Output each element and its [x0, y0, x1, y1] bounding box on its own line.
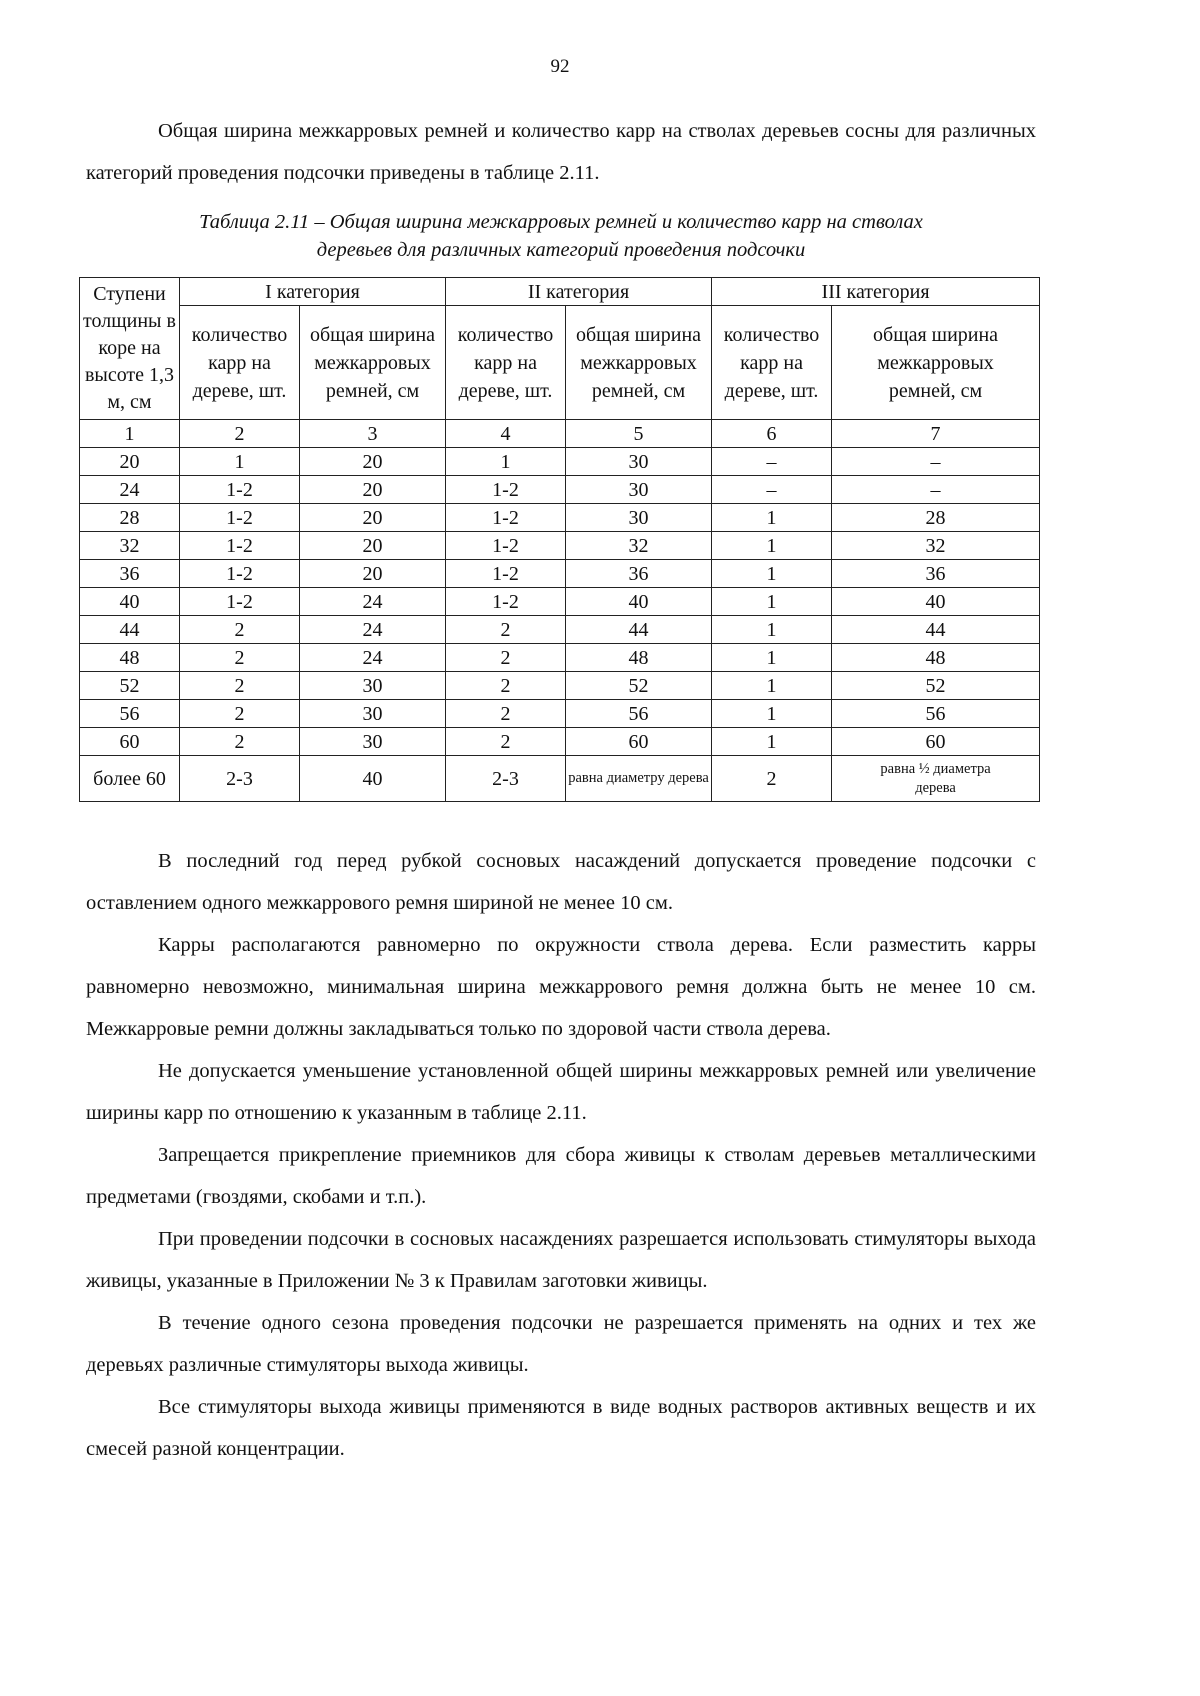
header-category-3: III категория: [712, 278, 1040, 306]
header-width-1: общая ширина межкарровых ремней, см: [300, 306, 446, 420]
table-row: [80, 644, 1040, 672]
table-row: [80, 448, 1040, 476]
body-paragraph: Запрещается прикрепление приемников для сбора живицы к стволам деревьев металлическими предметами (гвоздями, скобами и т.п.).: [86, 1144, 1036, 1208]
table-cell: 24: [300, 644, 446, 672]
body-paragraph: Все стимуляторы выхода живицы применяются в виде водных растворов активных веществ и их смесей разной концентрации.: [86, 1396, 1036, 1460]
table-cell: 1-2: [446, 532, 566, 560]
table-cell: 20: [300, 448, 446, 476]
table-cell: 40: [80, 588, 180, 616]
table-cell: 48: [566, 644, 712, 672]
table-cell: 1-2: [180, 504, 300, 532]
table-row: [80, 560, 1040, 588]
table-cell: 2: [180, 616, 300, 644]
table-cell: 24: [300, 588, 446, 616]
table-cell: –: [712, 448, 832, 476]
table-cell: 20: [300, 560, 446, 588]
table-cell: 52: [80, 672, 180, 700]
table-cell: –: [832, 448, 1040, 476]
table-cell: 2: [446, 700, 566, 728]
table-header-row-2: [80, 306, 1040, 420]
table-cell: 30: [300, 728, 446, 756]
body-paragraph: Карры располагаются равномерно по окружности ствола дерева. Если разместить карры равномерно невозможно, минимальная ширина межкаррового ремня должна быть не менее 10 см. Межкарровые ремни должны закладываться только по здоровой части ствола дерева.: [86, 934, 1036, 1040]
table-cell: 1: [712, 616, 832, 644]
header-width-2: общая ширина межкарровых ремней, см: [566, 306, 712, 420]
table-cell: 44: [566, 616, 712, 644]
column-number: 3: [300, 420, 446, 448]
table-cell: равна диаметру дерева: [566, 756, 712, 802]
table-cell: 40: [566, 588, 712, 616]
table-cell: –: [832, 476, 1040, 504]
table-cell: 30: [566, 504, 712, 532]
table-cell: –: [712, 476, 832, 504]
column-number: 4: [446, 420, 566, 448]
column-number: 2: [180, 420, 300, 448]
table-cell: 30: [566, 448, 712, 476]
table-cell: 60: [566, 728, 712, 756]
table-cell: 1: [712, 504, 832, 532]
table-cell: 20: [300, 476, 446, 504]
table-cell: 1-2: [446, 560, 566, 588]
table-cell: 1: [712, 588, 832, 616]
table-cell: 44: [80, 616, 180, 644]
table-cell: 2-3: [180, 756, 300, 802]
table-cell: 44: [832, 616, 1040, 644]
table-cell: 36: [832, 560, 1040, 588]
table-cell: более 60: [80, 756, 180, 802]
intro-paragraph: Общая ширина межкарровых ремней и количество карр на стволах деревьев сосны для различных категорий проведения подсочки приведены в таблице 2.11.: [86, 120, 1036, 184]
table-caption-line-1: Таблица 2.11 – Общая ширина межкарровых ремней и количество карр на стволах: [199, 211, 923, 233]
header-category-2: II категория: [446, 278, 712, 306]
table-cell: 20: [300, 504, 446, 532]
column-number: 7: [832, 420, 1040, 448]
table-cell: 1: [712, 644, 832, 672]
table-row: [80, 616, 1040, 644]
table-row: [80, 588, 1040, 616]
table-row: [80, 700, 1040, 728]
table-cell: 2: [446, 672, 566, 700]
table-header-row-1: [80, 278, 1040, 306]
table-cell: 2-3: [446, 756, 566, 802]
table-row: [80, 672, 1040, 700]
table-cell: 40: [300, 756, 446, 802]
table-cell: 24: [80, 476, 180, 504]
table-cell: 36: [566, 560, 712, 588]
table-cell: 28: [832, 504, 1040, 532]
table-row: [80, 504, 1040, 532]
table-cell: 1: [712, 672, 832, 700]
table-cell: 52: [566, 672, 712, 700]
table-cell: 32: [80, 532, 180, 560]
table-cell: 1-2: [180, 560, 300, 588]
page-number: 92: [550, 56, 570, 77]
body-paragraph: При проведении подсочки в сосновых насаждениях разрешается использовать стимуляторы выхода живицы, указанные в Приложении № 3 к Правилам заготовки живицы.: [86, 1228, 1036, 1292]
header-count-3: количество карр на дереве, шт.: [712, 306, 832, 420]
table-cell: 1-2: [446, 504, 566, 532]
table-cell: 1: [712, 700, 832, 728]
data-table: [79, 277, 1040, 802]
table-cell: 1: [712, 560, 832, 588]
table-cell: равна ½ диаметра дерева: [832, 756, 1040, 802]
table-cell: 2: [180, 728, 300, 756]
body-text-block: [86, 840, 1036, 1470]
column-number: 5: [566, 420, 712, 448]
table-cell: 1: [712, 532, 832, 560]
table-row: [80, 532, 1040, 560]
table-cell: 56: [832, 700, 1040, 728]
table-cell: 2: [180, 672, 300, 700]
table-cell: 30: [300, 672, 446, 700]
table-cell: 52: [832, 672, 1040, 700]
table-cell: 56: [566, 700, 712, 728]
header-width-3: общая ширина межкарровых ремней, см: [832, 306, 1040, 420]
column-number: 1: [80, 420, 180, 448]
table-cell: 30: [300, 700, 446, 728]
table-cell: 1-2: [446, 476, 566, 504]
header-count-2: количество карр на дереве, шт.: [446, 306, 566, 420]
table-container: [79, 277, 1039, 802]
table-cell: 2: [446, 616, 566, 644]
table-cell: 32: [566, 532, 712, 560]
table-cell: 1-2: [180, 588, 300, 616]
table-cell: 2: [446, 728, 566, 756]
table-cell: 36: [80, 560, 180, 588]
table-cell: 60: [80, 728, 180, 756]
table-body: [80, 448, 1040, 756]
table-cell: 2: [712, 756, 832, 802]
table-cell: 2: [180, 644, 300, 672]
table-cell: 48: [832, 644, 1040, 672]
header-thickness-step: Ступени толщины в коре на высоте 1,3 м, см: [80, 278, 180, 420]
table-cell: 40: [832, 588, 1040, 616]
table-cell: 1: [446, 448, 566, 476]
table-cell: 60: [832, 728, 1040, 756]
table-cell: 1-2: [446, 588, 566, 616]
table-cell: 1: [712, 728, 832, 756]
column-number: 6: [712, 420, 832, 448]
intro-block: [86, 110, 1036, 194]
table-cell: 1-2: [180, 532, 300, 560]
table-cell: 30: [566, 476, 712, 504]
table-caption-line-2: деревьев для различных категорий проведения подсочки: [316, 239, 806, 261]
table-cell: 56: [80, 700, 180, 728]
table-row: [80, 728, 1040, 756]
table-cell: 32: [832, 532, 1040, 560]
table-cell: 24: [300, 616, 446, 644]
table-cell: 20: [300, 532, 446, 560]
body-paragraph: Не допускается уменьшение установленной общей ширины межкарровых ремней или увеличение ширины карр по отношению к указанным в таблице 2.11.: [86, 1060, 1036, 1124]
table-column-numbers-row: [80, 420, 1040, 448]
table-row-last: [80, 756, 1040, 802]
table-cell: 2: [446, 644, 566, 672]
body-paragraph: В последний год перед рубкой сосновых насаждений допускается проведение подсочки с оставлением одного межкаррового ремня шириной не менее 10 см.: [86, 850, 1036, 914]
table-cell: 20: [80, 448, 180, 476]
header-count-1: количество карр на дереве, шт.: [180, 306, 300, 420]
table-caption: [86, 208, 1036, 264]
table-cell: 2: [180, 700, 300, 728]
table-cell: 1: [180, 448, 300, 476]
body-paragraph: В течение одного сезона проведения подсочки не разрешается применять на одних и тех же деревьях различные стимуляторы выхода живицы.: [86, 1312, 1036, 1376]
table-row: [80, 476, 1040, 504]
header-category-1: I категория: [180, 278, 446, 306]
table-cell: 1-2: [180, 476, 300, 504]
table-cell: 48: [80, 644, 180, 672]
table-cell: 28: [80, 504, 180, 532]
